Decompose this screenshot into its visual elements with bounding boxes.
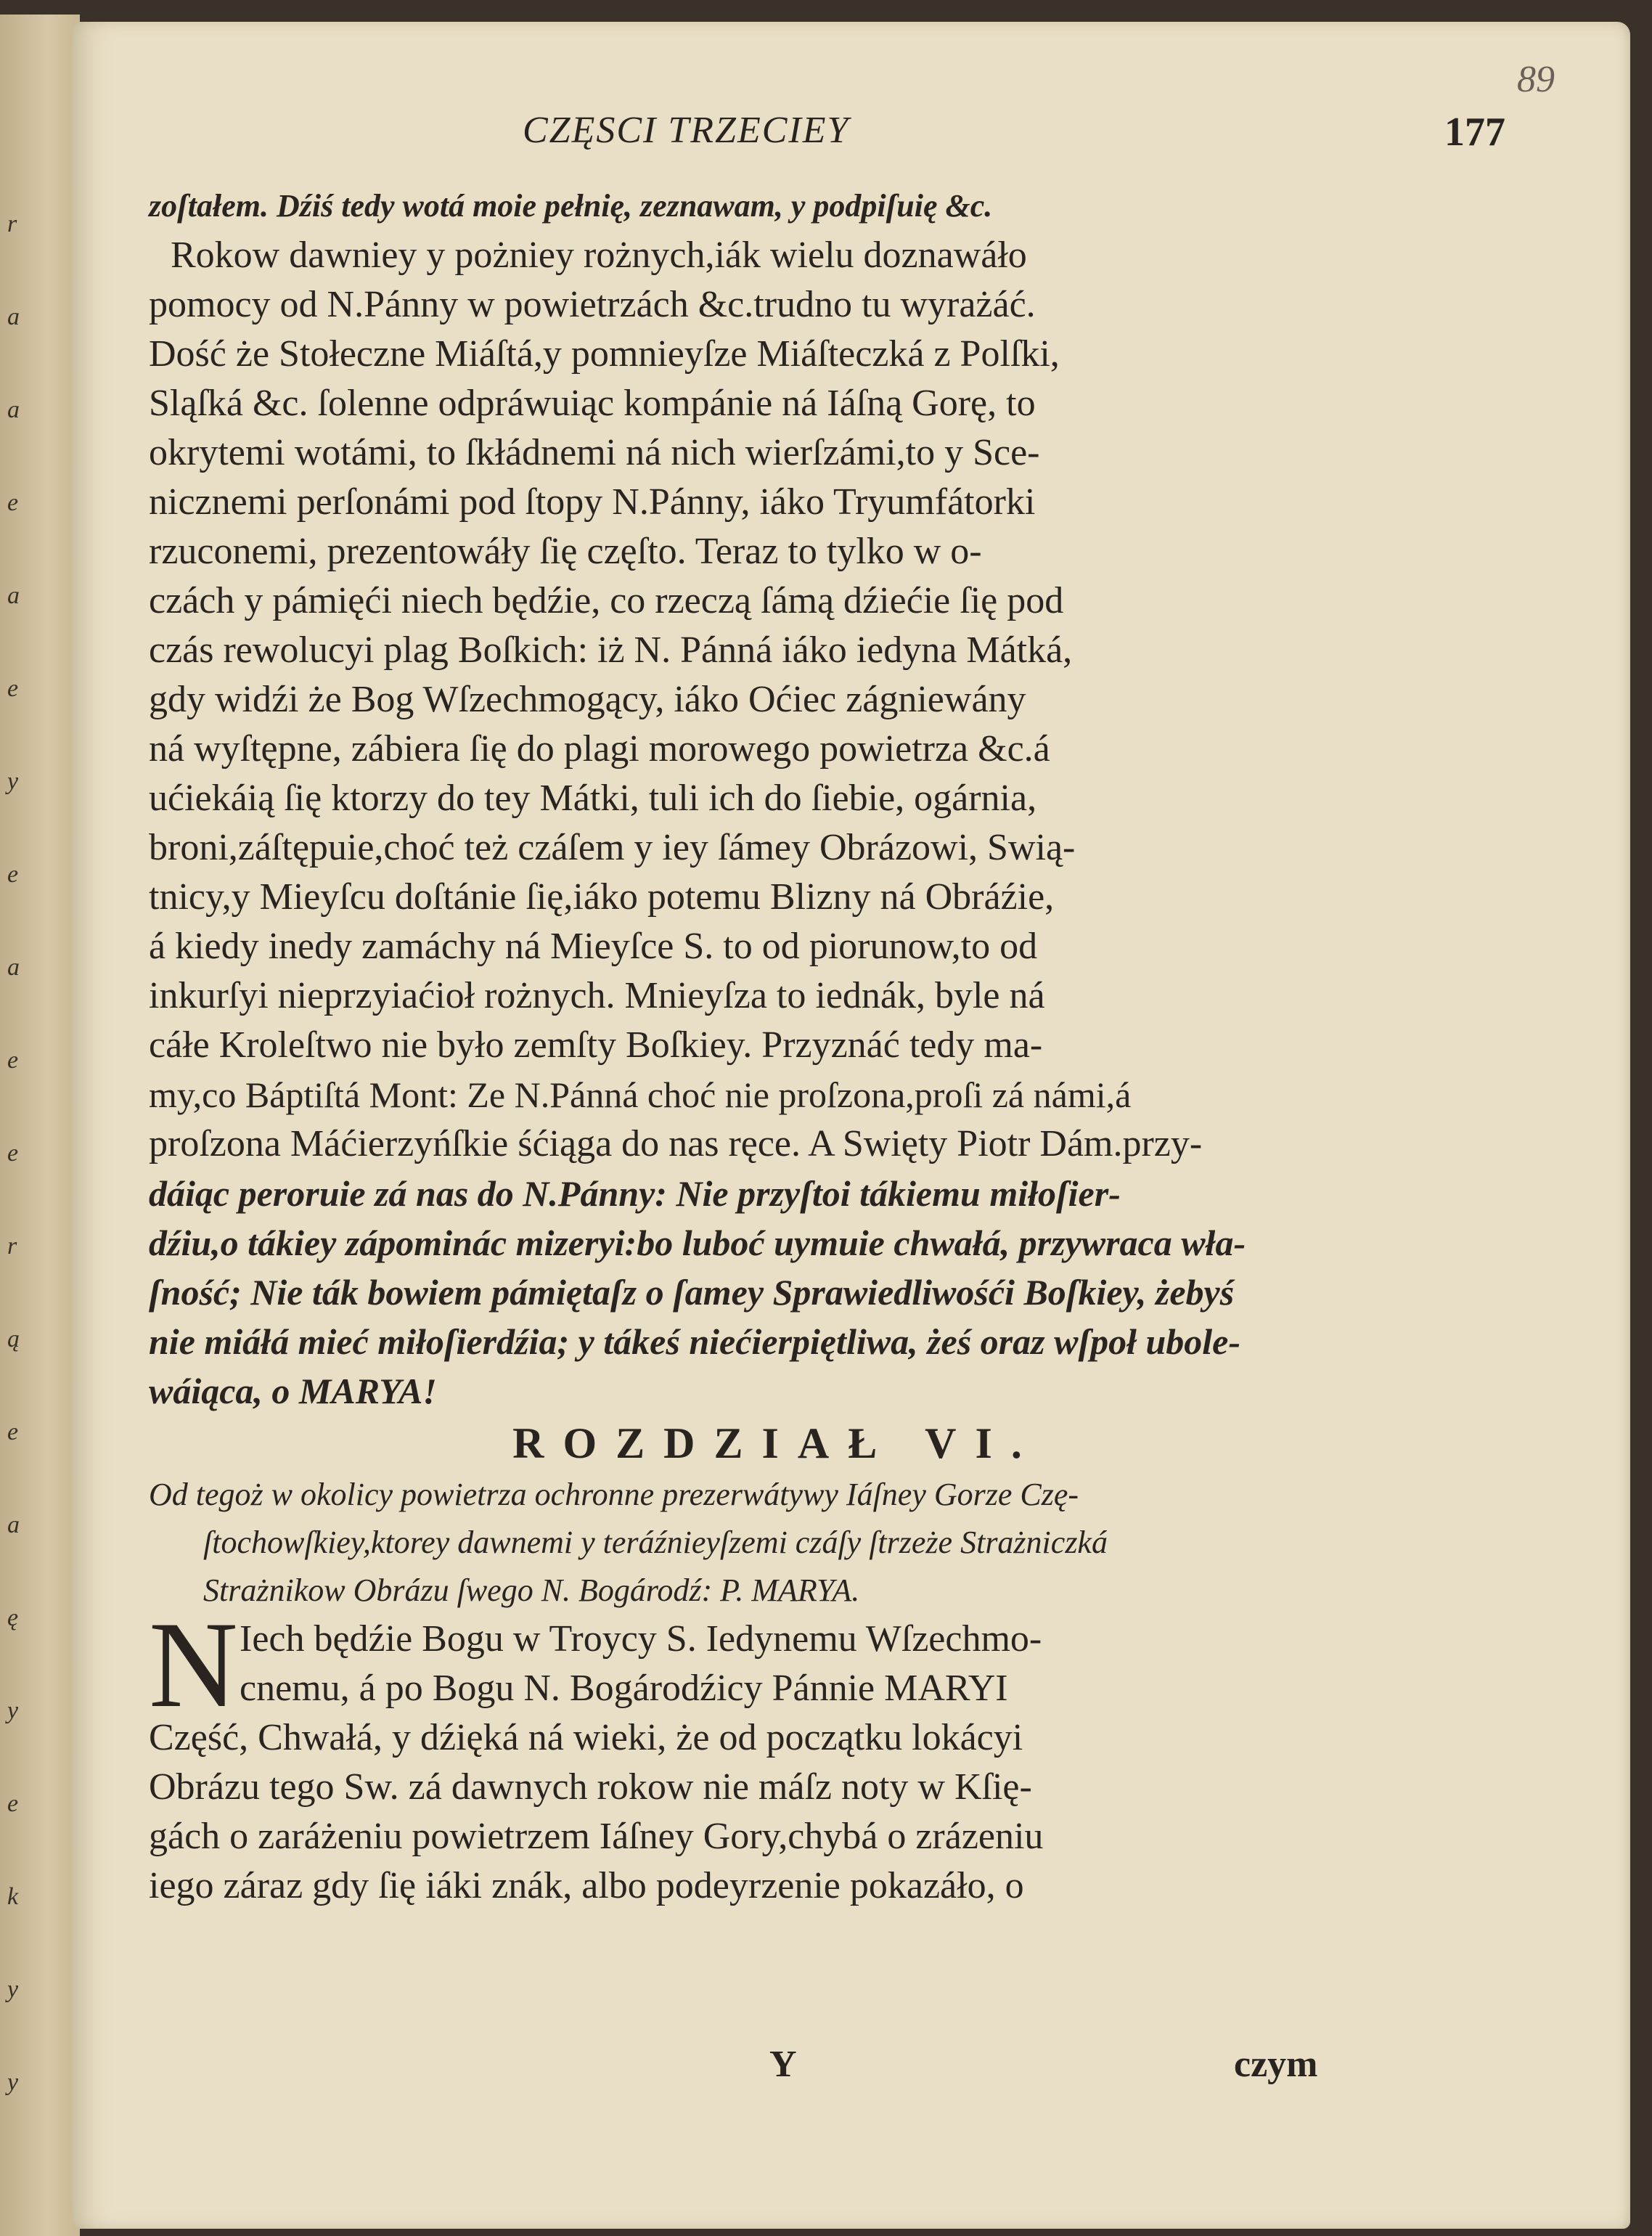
subheading-line: Od tegoż w okolicy powietrza ochronne prezerwátywy Iáſney Gorze Czę-: [149, 1477, 1079, 1512]
previous-page-letter: y: [7, 1697, 19, 1724]
previous-page-letter: e: [7, 489, 19, 516]
previous-page-letter: e: [7, 1140, 19, 1167]
previous-page-letter: y: [7, 768, 19, 795]
previous-page-margin-letters: [0, 15, 29, 2236]
text-line: czás rewolucyi plag Boſkich: iż N. Pánná iáko iedyna Mátká,: [149, 629, 1073, 671]
signature-mark: Y: [769, 2044, 797, 2085]
previous-page-letter: y: [7, 2069, 19, 2096]
text-line: cáłe Kroleſtwo nie było zemſty Boſkiey. Przyznáć tedy ma-: [149, 1024, 1043, 1066]
chapter-subheading: [149, 1471, 1404, 1615]
text-line: iego záraz gdy ſię iáki znák, albo podeyrzenie pokazáło, o: [149, 1865, 1024, 1906]
text-line: rzuconemi, prezentowáły ſię częſto. Teraz to tylko w o-: [149, 531, 982, 572]
catchword: czym: [1234, 2044, 1318, 2085]
previous-page-letter: ą: [7, 1326, 20, 1352]
text-line: Sląſká &c. ſolenne odpráwuiąc kompánie ná Iáſną Gorę, to: [149, 383, 1036, 424]
text-line: Rokow dawniey y pożniey rożnych,iák wielu doznawáło: [171, 234, 1027, 276]
previous-page-letter: a: [7, 582, 20, 609]
previous-page-letter: e: [7, 1047, 19, 1074]
text-line: gách o zaráżeniu powietrzem Iáſney Gory,chybá o zrázeniu: [149, 1816, 1044, 1857]
text-line: dáiąc peroruie zá nas do N.Pánny: Nie przyſtoi tákiemu miłoſier-: [149, 1173, 1121, 1214]
text-line: gdy widźi że Bog Wſzechmogący, iáko Oćiec zágniewány: [149, 679, 1026, 720]
body-paragraph-1: [149, 181, 1404, 1416]
previous-page-edge: [0, 15, 80, 2236]
previous-page-letter: e: [7, 861, 19, 888]
text-line: Część, Chwałá, y dźięká ná wieki, że od początku lokácyi: [149, 1717, 1023, 1758]
text-line: Dość że Stołeczne Miáſtá,y pomnieyſze Miáſteczká z Polſki,: [149, 333, 1060, 375]
body-paragraph-2: [149, 1596, 1404, 1911]
text-line: broni,záſtępuie,choć też czáſem y iey ſámey Obrázowi, Swią-: [149, 827, 1076, 868]
subheading-line: Strażnikow Obrázu ſwego N. Bogárodź: P. MARYA.: [203, 1572, 860, 1608]
text-line: ſność; Nie ták bowiem pámiętaſz o ſamey Sprawiedliwośći Boſkiey, żebyś: [149, 1272, 1235, 1313]
handwritten-folio-number: 89: [1517, 59, 1555, 100]
text-line: ná wyſtępne, zábiera ſię do plagi morowego powietrza &c.á: [149, 728, 1050, 770]
previous-page-letter: a: [7, 954, 20, 981]
text-line: proſzona Máćierzyńſkie śćiąga do nas ręce. A Swięty Piotr Dám.przy-: [149, 1123, 1203, 1164]
running-head: [363, 109, 1505, 167]
previous-page-letter: r: [7, 1233, 17, 1260]
previous-page-letter: e: [7, 675, 19, 702]
subheading-line: ſtochowſkiey,ktorey dawnemi y teráźnieyſzemi czáſy ſtrzeże Strażniczká: [203, 1525, 1108, 1560]
text-line: inkurſyi nieprzyiaćioł rożnych. Mnieyſza to iednák, byle ná: [149, 975, 1045, 1016]
previous-page-letter: r: [7, 211, 17, 237]
previous-page-letter: e: [7, 1419, 19, 1445]
text-line: nie miáłá mieć miłoſierdźia; y tákeś niećierpiętliwa, żeś oraz wſpoł ubole-: [149, 1321, 1241, 1362]
previous-page-letter: y: [7, 1976, 19, 2003]
text-line: my,co Báptiſtá Mont: Ze N.Pánná choć nie proſzona,proſi zá námi,á: [149, 1074, 1132, 1115]
previous-page-letter: a: [7, 303, 20, 330]
previous-page-letter: k: [7, 1883, 19, 1910]
running-head-title: CZĘSCI TRZECIEY: [523, 110, 850, 151]
text-line: czách y pámięći niech będźie, co rzeczą ſámą dźiećie ſię pod: [149, 580, 1064, 621]
text-line: tnicy,y Mieyſcu doſtánie ſię,iáko potemu Blizny ná Obráźie,: [149, 876, 1055, 918]
text-line: wáiąca, o MARYA!: [149, 1371, 437, 1411]
previous-page-letter: e: [7, 1790, 19, 1817]
previous-page-letter: ę: [7, 1604, 19, 1631]
previous-page-letter: a: [7, 1511, 20, 1538]
text-line: nicznemi perſonámi pod ſtopy N.Pánny, iáko Tryumfátorki: [149, 481, 1036, 523]
text-line: Iech będźie Bogu w Troycy S. Iedynemu Wſzechmo-: [240, 1618, 1042, 1660]
text-line: okrytemi wotámi, to ſkłádnemi ná nich wierſzámi,to y Sce-: [149, 432, 1040, 473]
previous-page-letter: a: [7, 396, 20, 423]
text-line: Obrázu tego Sw. zá dawnych rokow nie máſz noty w Kſię-: [149, 1766, 1032, 1808]
text-line: dźiu,o tákiey zápominác mizeryi:bo luboć uymuie chwałá, przywraca wła-: [149, 1223, 1246, 1263]
text-line: á kiedy inedy zamáchy ná Mieyſce S. to od piorunow,to od: [149, 926, 1038, 967]
chapter-heading: ROZDZIAŁ VI.: [512, 1419, 1041, 1467]
text-line: pomocy od N.Pánny w powietrzách &c.trudno tu wyrażáć.: [149, 284, 1036, 325]
text-line: cnemu, á po Bogu N. Bogárodźicy Pánnie MARYI: [240, 1668, 1008, 1709]
drop-cap: N: [149, 1596, 238, 1733]
page-number: 177: [1444, 110, 1505, 155]
text-line: ućiekáią ſię ktorzy do tey Mátki, tuli ich do ſiebie, ogárnia,: [149, 778, 1037, 819]
text-line: zoſtałem. Dźiś tedy wotá moie pełnię, zeznawam, y podpiſuię &c.: [149, 188, 993, 224]
text-block: [149, 181, 1404, 1911]
